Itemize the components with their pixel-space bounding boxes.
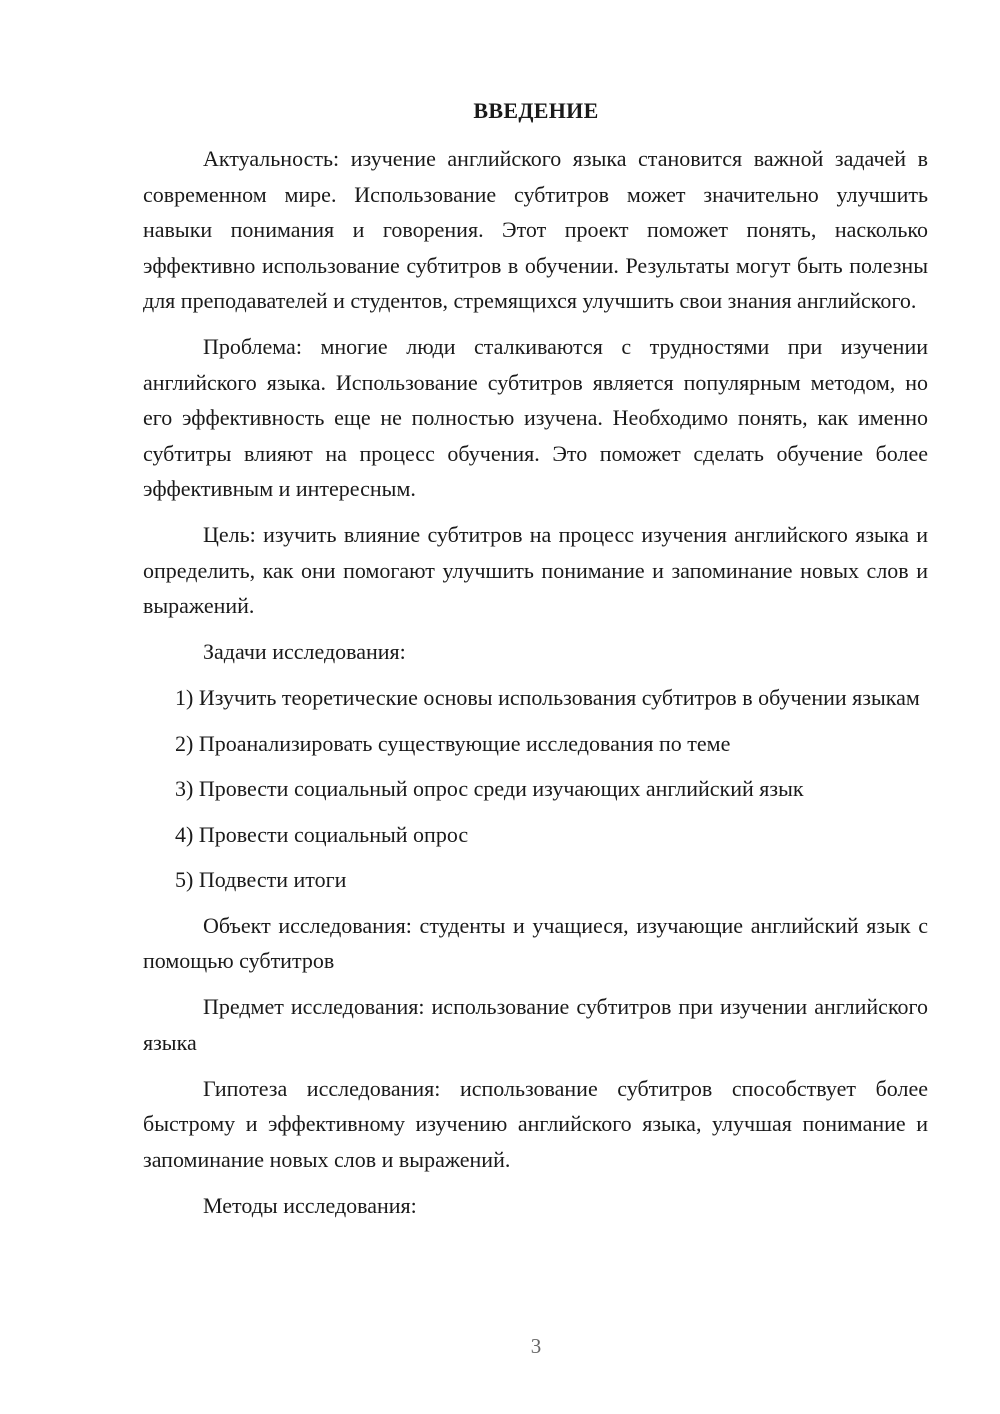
problem-paragraph: Проблема: многие люди сталкиваются с трудностями при изучении английского языка. Использование субтитров является популярным методом, но его эффективность еще не полностью изучена. Необходимо понять, как именно субтитры влияют на процесс обучения. Это поможет сделать обучение более эффективным и интересным. [143, 334, 928, 501]
task-item-4: 4) Провести социальный опрос [175, 821, 469, 847]
object-paragraph: Объект исследования: студенты и учащиеся, изучающие английский язык с помощью субтитров [143, 912, 928, 973]
task-item-5: 5) Подвести итоги [175, 867, 347, 892]
task-item-2: 2) Проанализировать существующие исследования по теме [175, 730, 731, 756]
goal-paragraph: Цель: изучить влияние субтитров на процесс изучения английского языка и определить, как они помогают улучшить понимание и запоминание новых слов и выражений. [143, 522, 928, 618]
task-item-3: 3) Провести социальный опрос среди изучающих английский язык [175, 776, 804, 801]
page-title: ВВЕДЕНИЕ [473, 98, 599, 123]
hypothesis-paragraph: Гипотеза исследования: использование субтитров способствует более быстрому и эффективному изучению английского языка, улучшая понимание и запоминание новых слов и выражений. [143, 1075, 928, 1172]
page-number: 3 [530, 1334, 542, 1358]
task-item-1: 1) Изучить теоретические основы использования субтитров в обучении языкам [175, 685, 920, 710]
subject-paragraph: Предмет исследования: использование субтитров при изучении английского языка [143, 994, 928, 1055]
document-body [143, 141, 928, 1234]
methods-heading: Методы исследования: [203, 1192, 417, 1218]
relevance-paragraph: Актуальность: изучение английского языка становится важной задачей в современном мире. Использование субтитров может значительно улучшить навыки понимания и говорения. Этот проект поможет понять, насколько эффективно использование субтитров в обучении. Результаты могут быть полезны для преподавателей и студентов, стремящихся улучшить свои знания английского. [143, 146, 928, 313]
tasks-heading: Задачи исследования: [203, 639, 406, 664]
